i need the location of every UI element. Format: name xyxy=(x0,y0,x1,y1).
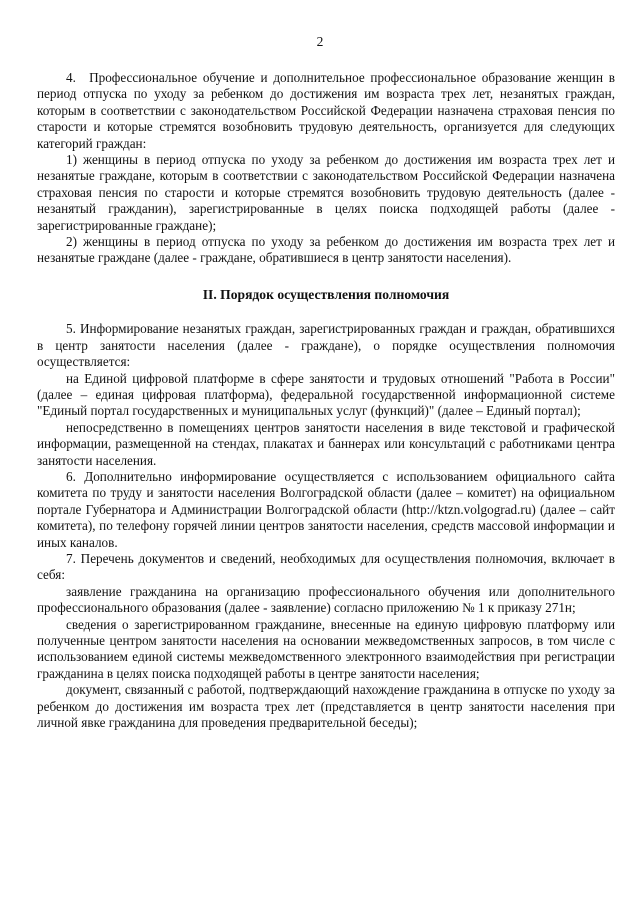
paragraph-6: 6. Дополнительно информирование осуществляется с использованием официального сайта комитета по труду и занятости населения Волгоградской области (далее – комитет) на официальном портале Губернатора и Администрации Волгоградской области (http://ktzn.volgograd.ru) (далее – сайт комитета), по телефону горячей линии центров занятости населения, средств массовой информации и иных каналов. xyxy=(37,468,615,550)
paragraph-7-item-1: заявление гражданина на организацию профессионального обучения или дополнительного профессионального образования (далее - заявление) согласно приложению № 1 к приказу 271н; xyxy=(37,583,615,616)
document-body xyxy=(37,70,615,731)
page-number: 2 xyxy=(316,34,324,49)
paragraph-7-item-2: сведения о зарегистрированном гражданине, внесенные на единую цифровую платформу или полученные центром занятости населения на основании межведомственных запросов, в том числе с использованием единой системы межведомственного электронного взаимодействия при регистрации гражданина в целях поиска подходящей работы в центре занятости населения; xyxy=(37,616,615,681)
paragraph-7: 7. Перечень документов и сведений, необходимых для осуществления полномочия, включает в себя: xyxy=(37,550,615,583)
section-heading: II. Порядок осуществления полномочия xyxy=(202,286,450,302)
paragraph-4: 4. Профессиональное обучение и дополнительное профессиональное образование женщин в период отпуска по уходу за ребенком до достижения им возраста трех лет, незанятых граждан, которым в соответствии с законодательством Российской Федерации назначена страховая пенсия по старости и которые стремятся возобновить трудовую деятельность, организуется для следующих категорий граждан: xyxy=(37,70,615,151)
paragraph-5-item-1: на Единой цифровой платформе в сфере занятости и трудовых отношений "Работа в России" (далее – единая цифровая платформа), федеральной государственной информационной системе "Единый портал государственных и муниципальных услуг (функций)" (далее – Единый портал); xyxy=(37,370,615,419)
paragraph-5: 5. Информирование незанятых граждан, зарегистрированных граждан и граждан, обратившихся в центр занятости населения (далее - граждане), о порядке осуществления полномочия осуществляется: xyxy=(37,321,615,370)
paragraph-5-item-2: непосредственно в помещениях центров занятости населения в виде текстовой и графической информации, размещенной на стендах, плакатах и баннерах или консультаций с работниками центра занятости населения. xyxy=(37,419,615,468)
paragraph-4-item-2: 2) женщины в период отпуска по уходу за ребенком до достижения им возраста трех лет и незанятые граждане (далее - граждане, обратившиеся в центр занятости населения). xyxy=(37,234,615,266)
paragraph-7-item-3: документ, связанный с работой, подтверждающий нахождение гражданина в отпуске по уходу за ребенком до достижения им возраста трех лет (представляется в центр занятости населения при личной явке гражданина для проведения предварительной беседы); xyxy=(37,682,615,731)
paragraph-4-item-1: 1) женщины в период отпуска по уходу за ребенком до достижения им возраста трех лет и незанятые граждане, которым в соответствии с законодательством Российской Федерации назначена страховая пенсия по старости и которые стремятся возобновить трудовую деятельность (далее - незанятый гражданин), зарегистрированные в целях поиска подходящей работы (далее - зарегистрированные граждане); xyxy=(37,152,615,233)
